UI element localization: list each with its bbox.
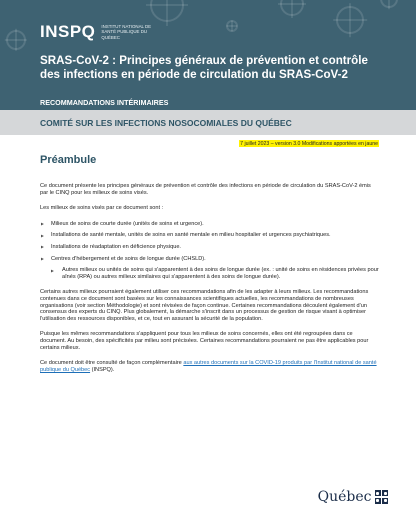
- logo-subtitle: INSTITUT NATIONAL DE SANTÉ PUBLIQUE DU QUÉBEC: [101, 24, 152, 40]
- paragraph-settings-lead: Les milieux de soins visés par ce document sont :: [40, 205, 164, 212]
- paragraph-intro: Ce document présente les principes généraux de prévention et contrôle des infections en période de circulation du SRAS-CoV-2 émis par le CINQ pour les milieux de soins visés.: [40, 183, 371, 196]
- list-item: ▶ Installations de réadaptation en déficience physique.: [40, 244, 380, 251]
- virus-icon: [336, 6, 364, 34]
- virus-icon: [226, 20, 238, 32]
- header-banner: [0, 0, 416, 110]
- committee-band: [0, 110, 416, 135]
- sub-list-item: ▶ Autres milieux ou unités de soins qui s'apparentent à des soins de longue durée (ex. : unité de soins en résidences privées pour aînés (RPA) ou autres milieux similaires qui s'apparentent à des soins de longue durée).: [40, 267, 380, 280]
- list-item: ▶ Centres d'hébergement et de soins de longue durée (CHSLD).: [40, 256, 380, 263]
- list-item: ▶ Installations de santé mentale, unités de soins en santé mentale en milieu hospitalier et urgences psychiatriques.: [40, 232, 380, 239]
- paragraph-text: (INSPQ).: [90, 366, 115, 373]
- document-subtitle: RECOMMANDATIONS INTÉRIMAIRES: [40, 98, 169, 107]
- settings-list: [40, 221, 380, 281]
- fleur-de-lys-icon: [375, 490, 389, 504]
- virus-icon: [380, 0, 398, 8]
- inspq-logo: [40, 22, 163, 42]
- list-item: ▶ Milieux de soins de courte durée (unités de soins et urgence).: [40, 221, 380, 228]
- paragraph-text: Ce document doit être consulté de façon complémentaire: [40, 360, 184, 367]
- inspq-covid-documents-link[interactable]: aux autres documents sur la COVID-19 produits par l'Institut national de santé publique du Québec: [40, 360, 377, 373]
- paragraph-other-settings: Certains autres milieux pourraient également utiliser ces recommandations afin de les adapter à leurs milieux. Les recommandations contenues dans ce document sont basées sur les connaissances scientifiques actuelles, les recommandations de nombreuses organisations (voir section Méthodologie) et sont révisées de façon continue. Certaines recommandations découlent également d'un consensus des experts du CINQ. Plus globalement, la démarche s'inscrit dans un processus de gestion de risque visant à optimiser l'utilisation des ressources disponibles, et ce, tout en assurant la sécurité de la population.: [40, 289, 369, 322]
- document-body: [40, 183, 380, 382]
- paragraph-grouping: Puisque les mêmes recommandations s'appliquent pour tous les milieux de soins concernés, elles ont été regroupées dans ce document. Au besoin, des spécificités par milieu sont précisées. Certaines recommandations pourraient ne pas être applicables pour certains milieux.: [40, 331, 369, 351]
- virus-icon: [6, 30, 26, 50]
- version-note: 7 juillet 2023 – version 3.0 Modifications apportées en jaune: [240, 140, 378, 147]
- paragraph-complementary: [40, 360, 380, 373]
- committee-name: COMITÉ SUR LES INFECTIONS NOSOCOMIALES DU QUÉBEC: [40, 118, 292, 128]
- section-title: Préambule: [40, 154, 97, 166]
- document-title: SRAS-CoV-2 : Principes généraux de prévention et contrôle des infections en période de circulation du SRAS-CoV-2: [40, 54, 368, 81]
- logo-wordmark: INSPQ: [40, 22, 96, 41]
- quebec-logo: [318, 489, 388, 505]
- quebec-wordmark: Québec: [317, 489, 372, 505]
- virus-icon: [280, 0, 304, 16]
- virus-icon: [150, 0, 184, 22]
